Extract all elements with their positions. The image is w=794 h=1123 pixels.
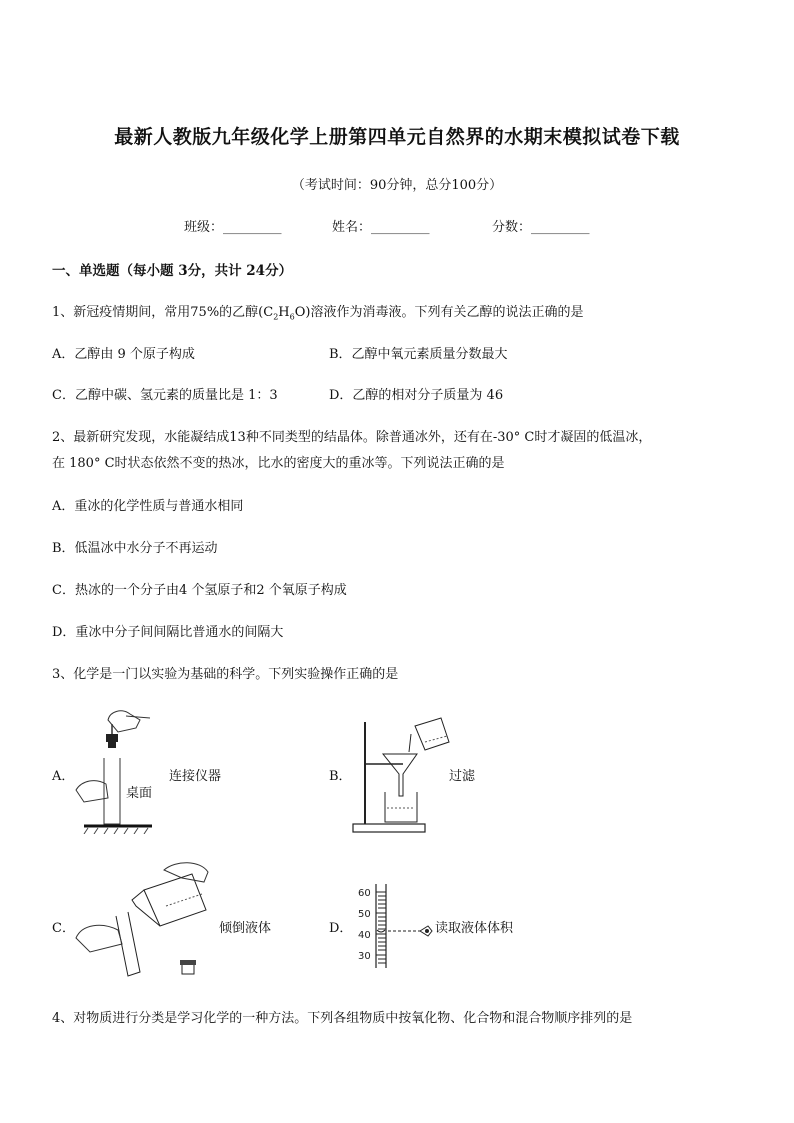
q1-option-b: B．乙醇中氧元素质量分数最大 (329, 347, 508, 362)
graduated-cylinder-figure (348, 880, 434, 970)
q1-option-d: D．乙醇的相对分子质量为 46 (329, 388, 504, 403)
q3-option-a-letter: A． (52, 769, 75, 784)
q2-option-d: D．重冰中分子间间隔比普通水的间隔大 (52, 625, 284, 640)
class-label: 班级： (184, 220, 224, 235)
connect-apparatus-figure (70, 706, 160, 834)
q3-option-d-letter: D． (329, 921, 353, 936)
question-2-line-1: 2、最新研究发现，水能凝结成13种不同类型的结晶体。除普通冰外，还有在-30° C时才凝固的低温冰， (52, 430, 652, 445)
q3-option-c-letter: C． (52, 921, 75, 936)
q2-option-a: A．重冰的化学性质与普通水相同 (52, 499, 244, 514)
name-label: 姓名： (332, 220, 372, 235)
score-blank: _________ (531, 220, 590, 235)
table-surface-label: 桌面 (126, 786, 153, 801)
q3-option-b-letter: B． (329, 769, 352, 784)
filtration-figure (345, 712, 455, 836)
section-heading: 一、单选题（每小题 3分，共计 24分） (52, 263, 293, 279)
q3-option-c-caption: 倾倒液体 (219, 921, 272, 936)
q3-option-d-caption: 读取液体体积 (435, 921, 514, 936)
score-label: 分数： (492, 220, 532, 235)
question-4: 4、对物质进行分类是学习化学的一种方法。下列各组物质中按氧化物、化合物和混合物顺序排列的是 (52, 1011, 633, 1026)
exam-info: （考试时间：90分钟，总分100分） (291, 178, 503, 193)
question-1: 1、新冠疫情期间，常用75%的乙醇$(C_2H_6O)$溶液作为消毒液。下列有关乙醇的说法正确的是 (52, 305, 584, 322)
scale-tick-60: 60 (358, 888, 371, 899)
q1-option-a: A．乙醇由 9 个原子构成 (52, 347, 195, 362)
question-3: 3、化学是一门以实验为基础的科学。下列实验操作正确的是 (52, 667, 399, 682)
pour-liquid-figure (72, 860, 218, 980)
class-field (184, 216, 282, 235)
q2-option-b: B．低温冰中水分子不再运动 (52, 541, 218, 556)
name-blank: _________ (371, 220, 430, 235)
scale-tick-30: 30 (358, 951, 371, 962)
q2-option-c: C．热冰的一个分子由4 个氢原子和2 个氧原子构成 (52, 583, 347, 598)
q3-option-a-caption: 连接仪器 (169, 769, 222, 784)
score-field (492, 216, 590, 235)
page-title: 最新人教版九年级化学上册第四单元自然界的水期末模拟试卷下载 (114, 126, 680, 148)
eye-icon (420, 926, 432, 936)
q3-option-b-caption: 过滤 (449, 769, 476, 784)
class-blank: _________ (223, 220, 282, 235)
q1-option-c: C．乙醇中碳、氢元素的质量比是 1：3 (52, 388, 278, 403)
question-2-line-2: 在 180° C时状态依然不变的热冰，比水的密度大的重冰等。下列说法正确的是 (52, 456, 505, 471)
name-field (332, 216, 430, 235)
scale-tick-50: 50 (358, 909, 371, 920)
scale-tick-40: 40 (358, 930, 371, 941)
